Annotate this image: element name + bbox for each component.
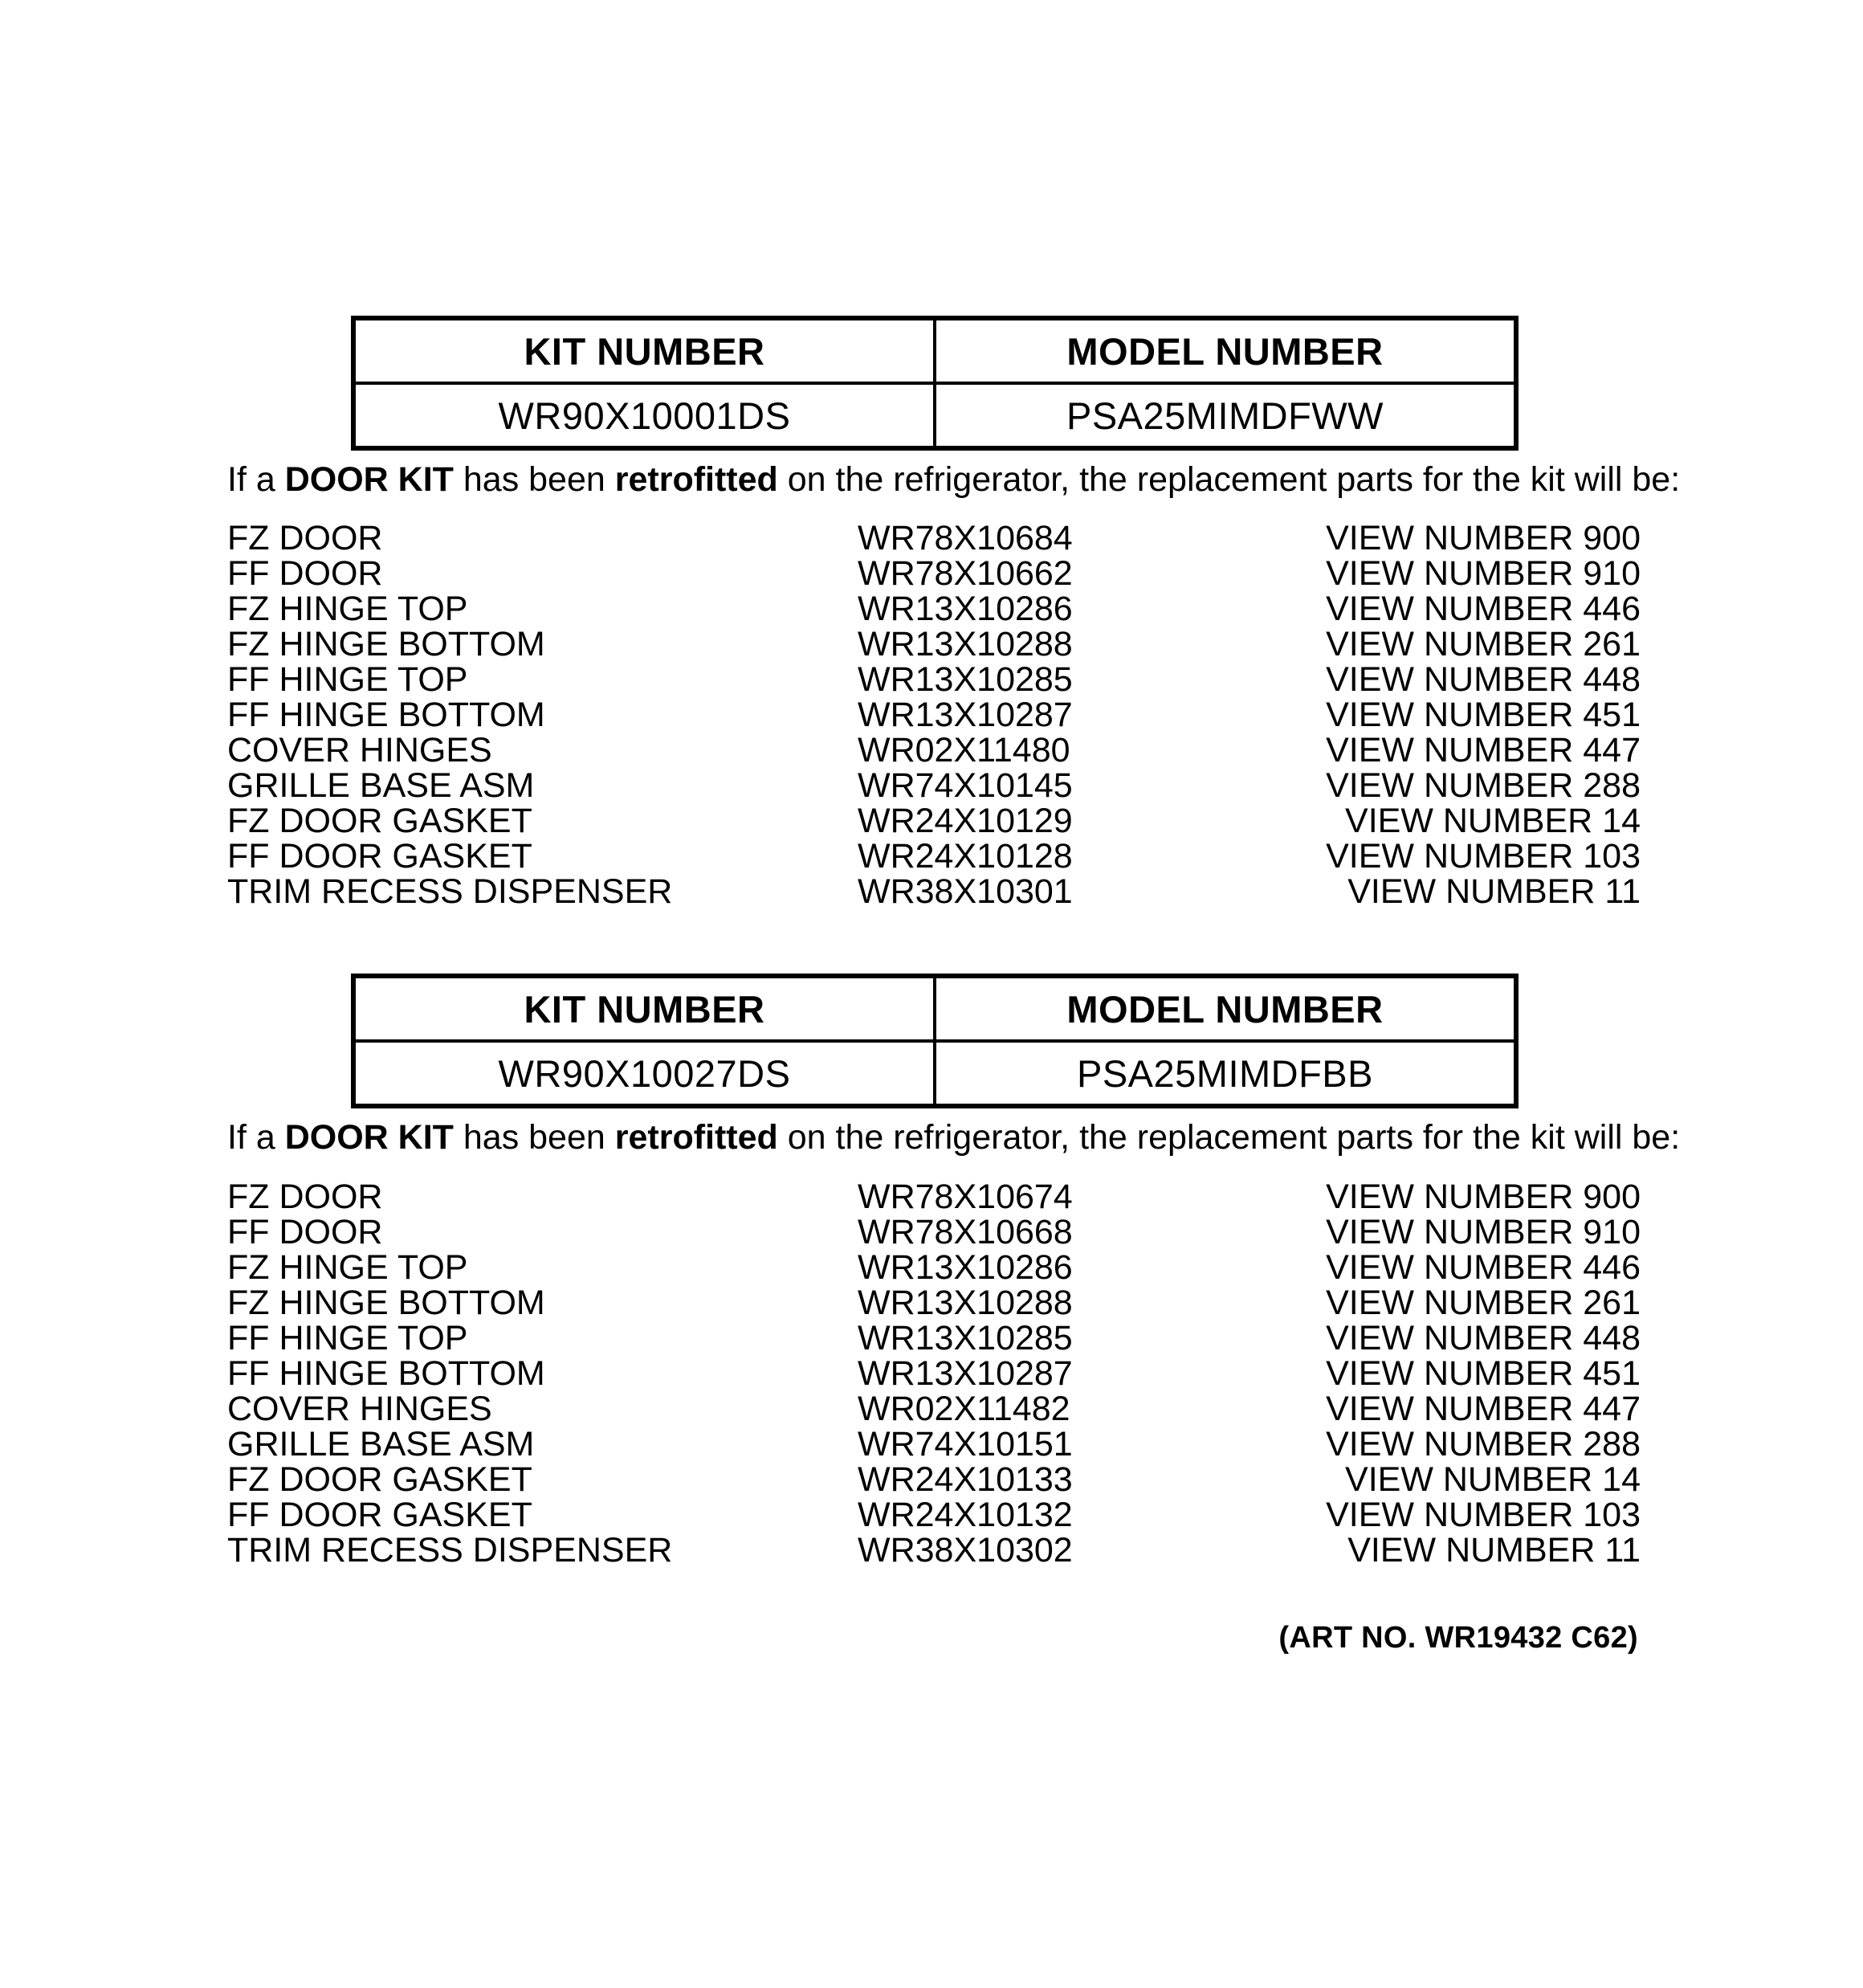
view-number: VIEW NUMBER 11 bbox=[1347, 872, 1641, 911]
part-number: WR13X10287 bbox=[858, 696, 1073, 734]
parts-list-2 bbox=[227, 1179, 1641, 1568]
view-number: VIEW NUMBER 103 bbox=[1326, 1496, 1641, 1534]
intro-prefix: If a bbox=[227, 1118, 285, 1157]
parts-row bbox=[227, 662, 1641, 697]
parts-row bbox=[227, 1250, 1641, 1285]
part-number: WR78X10674 bbox=[858, 1178, 1073, 1216]
parts-row bbox=[227, 1356, 1641, 1391]
part-number: WR74X10151 bbox=[858, 1425, 1073, 1463]
part-number: WR02X11480 bbox=[858, 731, 1070, 769]
part-name: FF HINGE BOTTOM bbox=[227, 696, 545, 734]
view-number: VIEW NUMBER 11 bbox=[1347, 1531, 1641, 1570]
view-number: VIEW NUMBER 446 bbox=[1326, 590, 1641, 628]
view-number: VIEW NUMBER 451 bbox=[1326, 696, 1641, 734]
part-name: GRILLE BASE ASM bbox=[227, 1425, 535, 1463]
view-number: VIEW NUMBER 261 bbox=[1326, 1284, 1641, 1322]
kit-model-table-2 bbox=[351, 974, 1519, 1108]
part-name: FZ HINGE BOTTOM bbox=[227, 1284, 545, 1322]
part-name: FZ DOOR GASKET bbox=[227, 802, 532, 840]
part-number: WR24X10129 bbox=[858, 802, 1073, 840]
table-value-row bbox=[353, 383, 1516, 448]
part-name: FF HINGE BOTTOM bbox=[227, 1354, 545, 1393]
parts-row bbox=[227, 803, 1641, 839]
table-value-row bbox=[353, 1041, 1516, 1106]
part-name: FZ DOOR bbox=[227, 519, 383, 557]
part-name: COVER HINGES bbox=[227, 731, 492, 769]
parts-row bbox=[227, 1391, 1641, 1427]
art-number: (ART NO. WR19432 C62) bbox=[1278, 1621, 1638, 1655]
part-number: WR78X10662 bbox=[858, 554, 1073, 593]
parts-row bbox=[227, 1497, 1641, 1533]
parts-row bbox=[227, 697, 1641, 733]
part-name: FZ DOOR GASKET bbox=[227, 1460, 532, 1499]
part-number: WR02X11482 bbox=[858, 1390, 1070, 1428]
view-number: VIEW NUMBER 288 bbox=[1326, 766, 1641, 805]
table-header-row bbox=[353, 976, 1516, 1041]
part-number: WR38X10301 bbox=[858, 872, 1073, 911]
kit-number-value: WR90X10001DS bbox=[353, 383, 935, 448]
part-name: FZ HINGE TOP bbox=[227, 590, 468, 628]
intro-bold-retrofitted: retrofitted bbox=[614, 460, 778, 499]
parts-row bbox=[227, 874, 1641, 909]
part-name: FZ DOOR bbox=[227, 1178, 383, 1216]
parts-row bbox=[227, 1427, 1641, 1462]
model-number-header: MODEL NUMBER bbox=[935, 976, 1516, 1041]
parts-row bbox=[227, 1179, 1641, 1214]
parts-row bbox=[227, 1533, 1641, 1568]
part-number: WR13X10286 bbox=[858, 590, 1073, 628]
kit-number-value: WR90X10027DS bbox=[353, 1041, 935, 1106]
view-number: VIEW NUMBER 900 bbox=[1326, 1178, 1641, 1216]
retrofit-instruction-1 bbox=[227, 459, 1680, 500]
parts-row bbox=[227, 591, 1641, 627]
retrofit-instruction-2 bbox=[227, 1116, 1680, 1158]
table-header-row bbox=[353, 318, 1516, 383]
intro-middle: has been bbox=[453, 1118, 615, 1157]
part-number: WR13X10286 bbox=[858, 1248, 1073, 1287]
model-number-value: PSA25MIMDFBB bbox=[935, 1041, 1516, 1106]
parts-row bbox=[227, 520, 1641, 556]
kit-number-header: KIT NUMBER bbox=[353, 976, 935, 1041]
part-name: TRIM RECESS DISPENSER bbox=[227, 872, 673, 911]
view-number: VIEW NUMBER 288 bbox=[1326, 1425, 1641, 1463]
part-name: TRIM RECESS DISPENSER bbox=[227, 1531, 673, 1570]
parts-row bbox=[227, 768, 1641, 803]
part-number: WR78X10668 bbox=[858, 1213, 1073, 1251]
parts-row bbox=[227, 627, 1641, 662]
parts-row bbox=[227, 1321, 1641, 1356]
part-number: WR38X10302 bbox=[858, 1531, 1073, 1570]
intro-bold-door-kit: DOOR KIT bbox=[284, 460, 454, 499]
part-number: WR13X10287 bbox=[858, 1354, 1073, 1393]
model-number-header: MODEL NUMBER bbox=[935, 318, 1516, 383]
intro-bold-door-kit: DOOR KIT bbox=[284, 1118, 454, 1157]
part-number: WR24X10132 bbox=[858, 1496, 1073, 1534]
part-number: WR13X10288 bbox=[858, 625, 1073, 663]
parts-list-1 bbox=[227, 520, 1641, 909]
part-number: WR13X10285 bbox=[858, 1319, 1073, 1357]
view-number: VIEW NUMBER 14 bbox=[1345, 802, 1641, 840]
intro-suffix: on the refrigerator, the replacement parts for the kit will be: bbox=[777, 1118, 1681, 1157]
view-number: VIEW NUMBER 448 bbox=[1326, 1319, 1641, 1357]
view-number: VIEW NUMBER 447 bbox=[1326, 1390, 1641, 1428]
view-number: VIEW NUMBER 446 bbox=[1326, 1248, 1641, 1287]
part-number: WR24X10133 bbox=[858, 1460, 1073, 1499]
part-name: FF HINGE TOP bbox=[227, 660, 468, 699]
part-number: WR78X10684 bbox=[858, 519, 1073, 557]
parts-row bbox=[227, 733, 1641, 768]
part-name: GRILLE BASE ASM bbox=[227, 766, 535, 805]
intro-suffix: on the refrigerator, the replacement parts for the kit will be: bbox=[777, 460, 1681, 499]
view-number: VIEW NUMBER 103 bbox=[1326, 837, 1641, 876]
parts-row bbox=[227, 839, 1641, 874]
view-number: VIEW NUMBER 14 bbox=[1345, 1460, 1641, 1499]
part-number: WR13X10288 bbox=[858, 1284, 1073, 1322]
kit-number-header: KIT NUMBER bbox=[353, 318, 935, 383]
part-name: FF DOOR bbox=[227, 1213, 383, 1251]
view-number: VIEW NUMBER 261 bbox=[1326, 625, 1641, 663]
parts-row bbox=[227, 1285, 1641, 1321]
part-name: FF HINGE TOP bbox=[227, 1319, 468, 1357]
part-name: FZ HINGE BOTTOM bbox=[227, 625, 545, 663]
part-name: FF DOOR GASKET bbox=[227, 1496, 532, 1534]
view-number: VIEW NUMBER 448 bbox=[1326, 660, 1641, 699]
part-number: WR24X10128 bbox=[858, 837, 1073, 876]
view-number: VIEW NUMBER 910 bbox=[1326, 1213, 1641, 1251]
parts-row bbox=[227, 1214, 1641, 1250]
view-number: VIEW NUMBER 451 bbox=[1326, 1354, 1641, 1393]
model-number-value: PSA25MIMDFWW bbox=[935, 383, 1516, 448]
kit-model-table-1 bbox=[351, 316, 1519, 451]
view-number: VIEW NUMBER 900 bbox=[1326, 519, 1641, 557]
intro-bold-retrofitted: retrofitted bbox=[614, 1118, 778, 1157]
view-number: VIEW NUMBER 447 bbox=[1326, 731, 1641, 769]
part-name: FZ HINGE TOP bbox=[227, 1248, 468, 1287]
intro-middle: has been bbox=[453, 460, 615, 499]
intro-prefix: If a bbox=[227, 460, 285, 499]
view-number: VIEW NUMBER 910 bbox=[1326, 554, 1641, 593]
part-name: COVER HINGES bbox=[227, 1390, 492, 1428]
parts-row bbox=[227, 1462, 1641, 1497]
parts-row bbox=[227, 556, 1641, 591]
part-number: WR13X10285 bbox=[858, 660, 1073, 699]
part-name: FF DOOR bbox=[227, 554, 383, 593]
part-name: FF DOOR GASKET bbox=[227, 837, 532, 876]
part-number: WR74X10145 bbox=[858, 766, 1073, 805]
